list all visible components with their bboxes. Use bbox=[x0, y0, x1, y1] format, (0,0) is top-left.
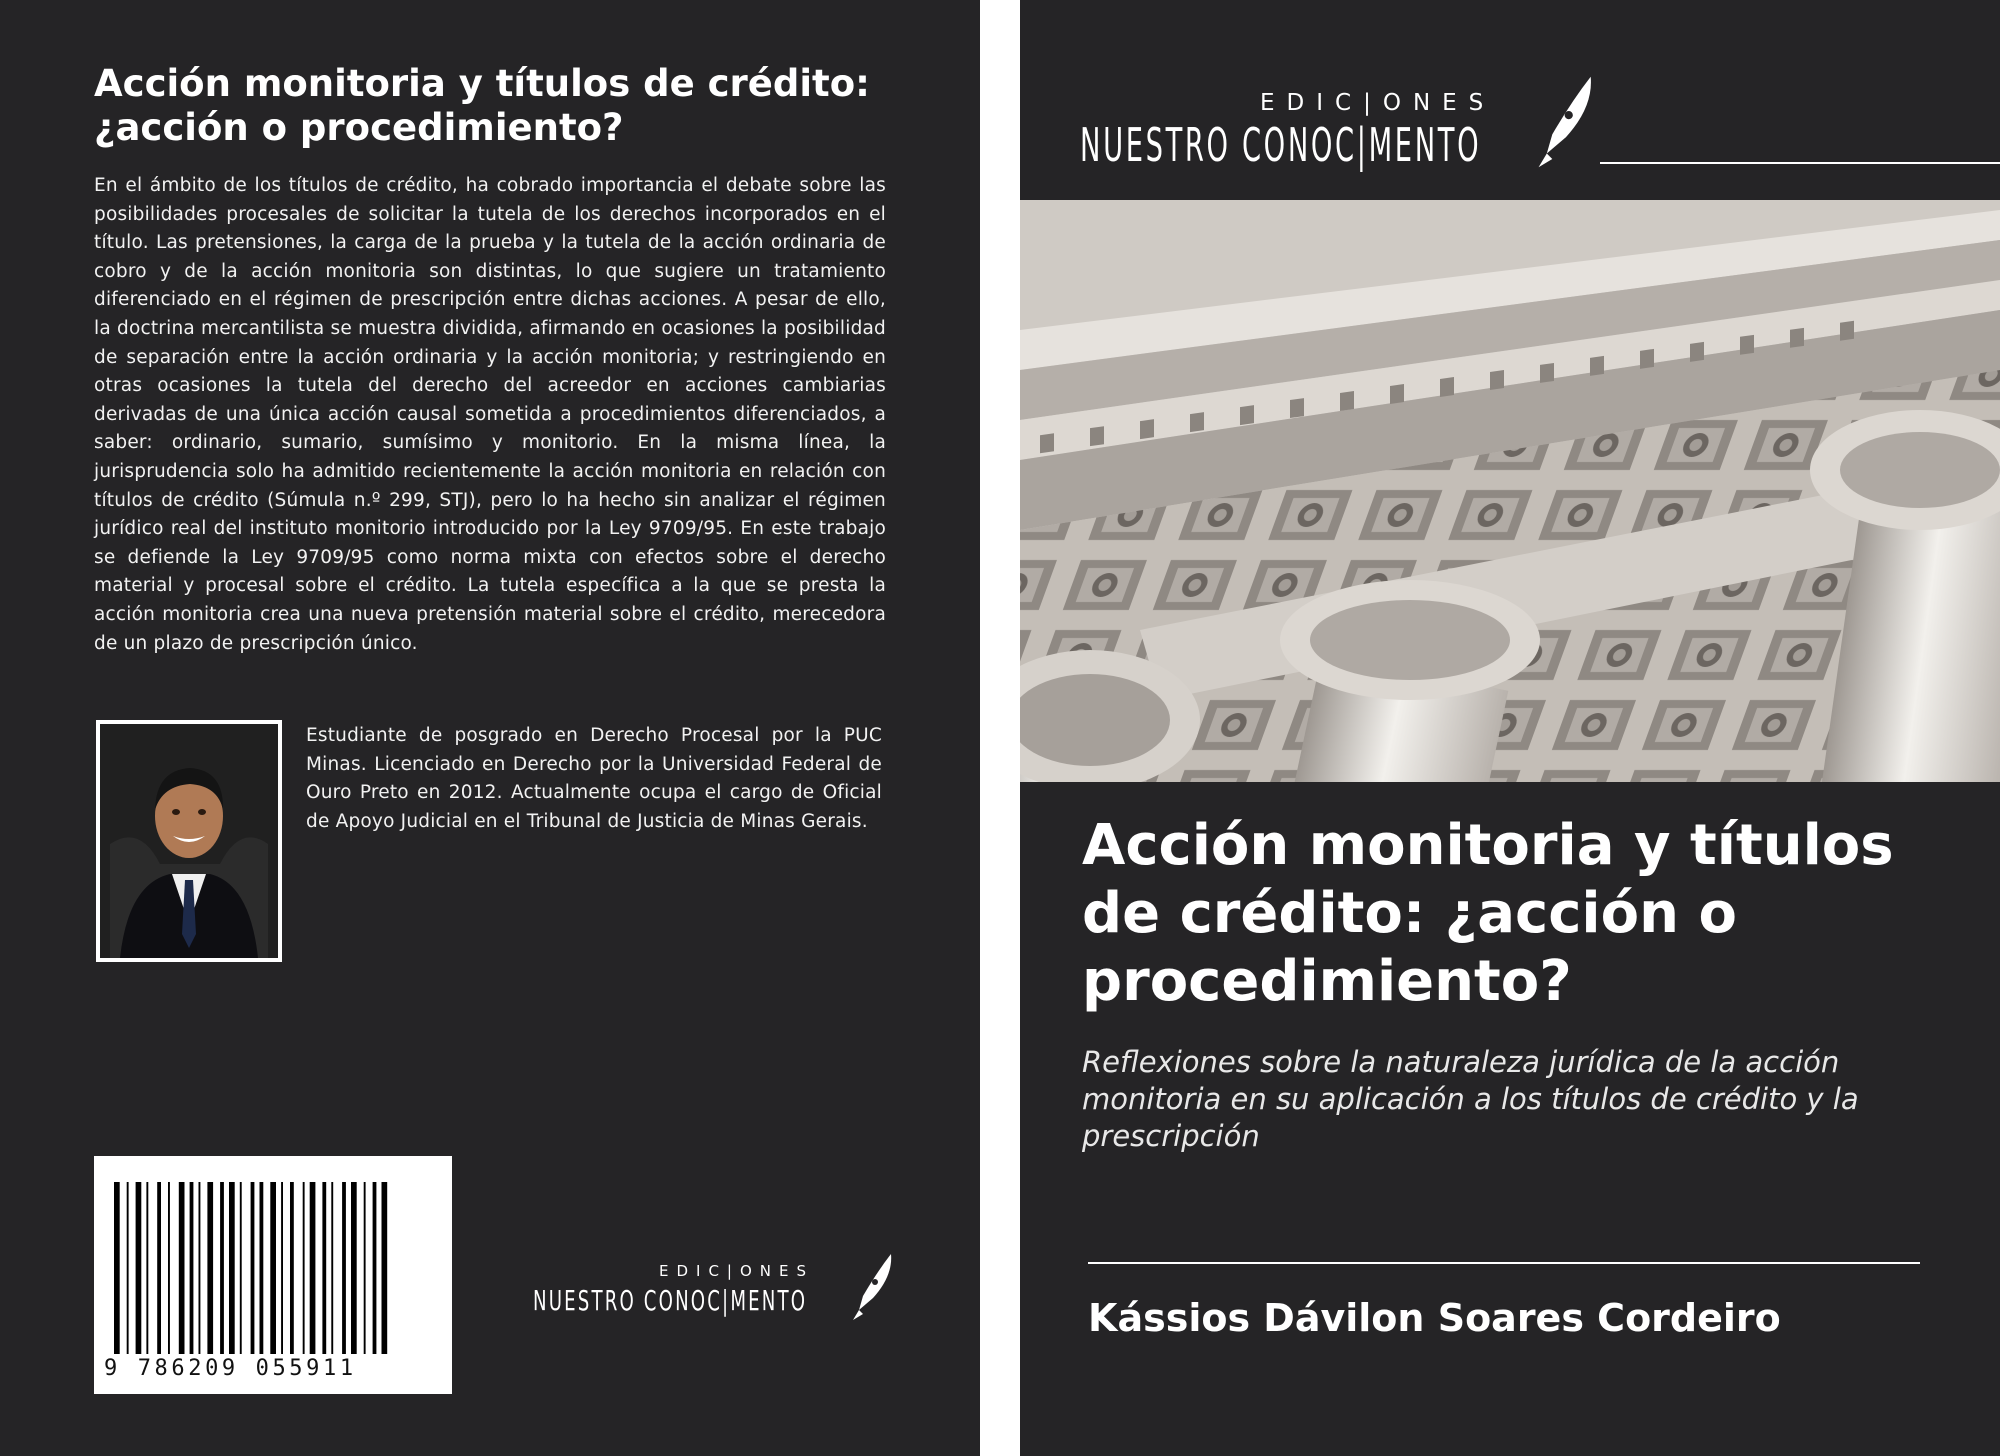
spine-gap bbox=[980, 0, 1020, 1456]
author-divider bbox=[1088, 1262, 1920, 1264]
fountain-pen-nib-icon bbox=[1532, 74, 1600, 170]
author-bio: Estudiante de posgrado en Derecho Procesal por la PUC Minas. Licenciado en Derecho por la Universidad Federal de Ouro Preto en 2012. Actualmente ocupa el cargo de Oficial de Apoyo Judicial en el Tribunal de Justicia de Minas Gerais. bbox=[306, 725, 882, 832]
isbn-number: 9 786209 055911 bbox=[104, 1356, 357, 1381]
publisher-logo-back bbox=[533, 1252, 893, 1332]
isbn-barcode bbox=[94, 1156, 452, 1394]
back-cover bbox=[0, 0, 980, 1456]
front-cover bbox=[1020, 0, 2000, 1456]
publisher-name-main: NUESTRO CONOC|MENTO bbox=[1080, 118, 1482, 172]
publisher-name-main: NUESTRO CONOC|MENTO bbox=[533, 1284, 808, 1317]
logo-underline bbox=[1600, 162, 2000, 164]
author-portrait-photo bbox=[96, 720, 282, 962]
publisher-name-top: EDIC|ONES bbox=[1260, 90, 1496, 116]
front-cover-title: Acción monitoria y títulos de crédito: ¿acción o procedimiento? bbox=[1082, 813, 1894, 1014]
front-cover-author: Kássios Dávilon Soares Cordeiro bbox=[1088, 1296, 1781, 1340]
barcode-bars bbox=[114, 1182, 432, 1354]
publisher-name-top: EDIC|ONES bbox=[659, 1262, 815, 1280]
fountain-pen-nib-icon bbox=[851, 1252, 895, 1322]
front-cover-subtitle: Reflexiones sobre la naturaleza jurídica de la acción monitoria en su aplicación a los títulos de crédito y la prescripción bbox=[1082, 1045, 1859, 1153]
synopsis-text: En el ámbito de los títulos de crédito, ha cobrado importancia el debate sobre las posibilidades procesales de solicitar la tutela de los derechos incorporados en el título. Las pretensiones, la carga de la prueba y la tutela de la acción ordinaria de cobro y de la acción monitoria son distintas, lo que sugiere un tratamiento diferenciado en el régimen de prescripción entre dichas acciones. A pesar de ello, la doctrina mercantilista se muestra dividida, afirmando en ocasiones la posibilidad de separación entre la acción ordinaria y la acción monitoria; y restringiendo en otras ocasiones la tutela del derecho del acreedor en acciones cambiarias derivadas de una única acción causal sometida a procedimientos diferenciados, a saber: ordinario, sumario, sumísimo y monitorio. En la misma línea, la jurisprudencia solo ha admitido recientemente la acción monitoria en relación con títulos de crédito (Súmula n.º 299, STJ), pero lo ha hecho sin analizar el régimen jurídico real del instituto monitorio introducido por la Ley 9709/95. En este trabajo se defiende la Ley 9709/95 como norma mixta con efectos sobre el derecho material y procesal sobre el crédito. La tutela específica a la que se presta la acción monitoria crea una nueva pretensión material sobre el crédito, merecedora de un plazo de prescripción único. bbox=[94, 175, 886, 654]
publisher-logo-front bbox=[1080, 74, 2000, 174]
back-cover-title: Acción monitoria y títulos de crédito: ¿acción o procedimiento? bbox=[94, 62, 870, 149]
classical-columns-photo bbox=[1020, 200, 2000, 782]
